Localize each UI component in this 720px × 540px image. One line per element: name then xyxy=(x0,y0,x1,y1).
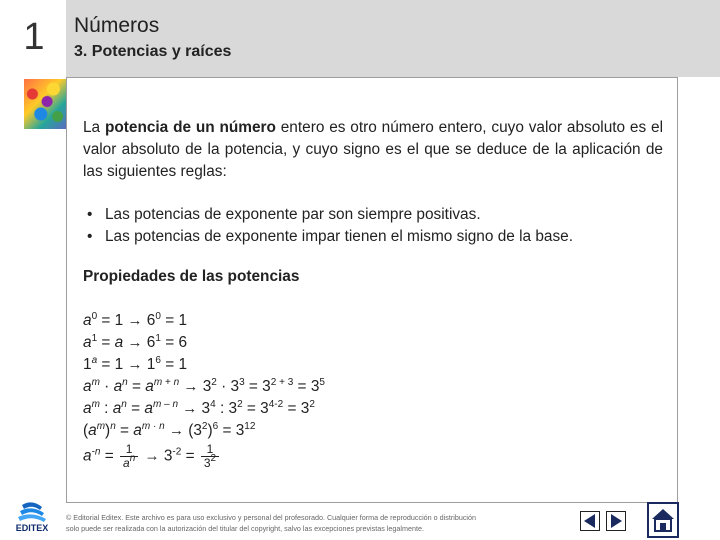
intro-paragraph: La potencia de un número entero es otro número entero, cuyo valor absoluto es el valor absoluto de la potencia, y cuyo signo es el que se deduce de la aplicación de las siguientes reglas: xyxy=(83,119,663,180)
previous-button[interactable] xyxy=(580,511,600,531)
formula-base-one: $1^a = 1 \to 1^6 = 1$ xyxy=(83,355,188,373)
formula-power-of-power: $(a^m)^n = a^{m \cdot n} \to (3^2)^6 = 3^{12}$ xyxy=(83,421,256,439)
editex-logo xyxy=(12,501,52,537)
svg-text:EDITEX: EDITEX xyxy=(15,523,49,533)
chapter-number: 1 xyxy=(23,16,45,58)
content-panel xyxy=(66,77,678,503)
formula-negative-exponent: $a^{-n}$ = $\frac{1}{a^n}$ → $3^{-2}$ = $\frac{1}{3^2}$ xyxy=(83,443,221,470)
formula-product: $a^m \cdot a^n = a^{m + n} \to 3^2 \cdot 3^3 = 3^{2 + 3} = 3^5$ xyxy=(83,377,325,395)
home-button[interactable] xyxy=(647,502,679,538)
rules-list xyxy=(87,204,657,248)
house-icon xyxy=(649,504,677,536)
properties-heading: Propiedades de las potencias xyxy=(83,268,300,285)
formula-zero-exponent: $a^0 = 1 \to 6^0 = 1$ xyxy=(83,311,188,329)
triangle-right-icon xyxy=(607,512,625,530)
chapter-title: Números xyxy=(74,14,160,37)
section-title: 3. Potencias y raíces xyxy=(74,43,232,60)
formula-one-exponent: $a^1 = a \to 6^1 = 6$ xyxy=(83,333,188,351)
book-cover-thumbnail xyxy=(24,79,66,129)
next-button[interactable] xyxy=(606,511,626,531)
rule-item: • Las potencias de exponente impar tienen el mismo signo de la base. xyxy=(87,226,657,248)
copyright-notice: © Editorial Editex. Este archivo es para uso exclusivo y personal del profesorado. Cualquier forma de reproducción o distribución solo puede ser realizada con la autorización del titular del copyright, salvo las excepciones previstas legalmente. xyxy=(66,513,477,533)
intro-bold-term: potencia de un número xyxy=(104,119,276,136)
formula-quotient: $a^m$ : $a^n = a^{m - n} \to 3^4$ : $3^2 = 3^{4-2} = 3^2$ xyxy=(83,399,315,417)
header-bar xyxy=(66,0,720,77)
rule-item: • Las potencias de exponente par son siempre positivas. xyxy=(87,204,657,226)
triangle-left-icon xyxy=(581,512,599,530)
